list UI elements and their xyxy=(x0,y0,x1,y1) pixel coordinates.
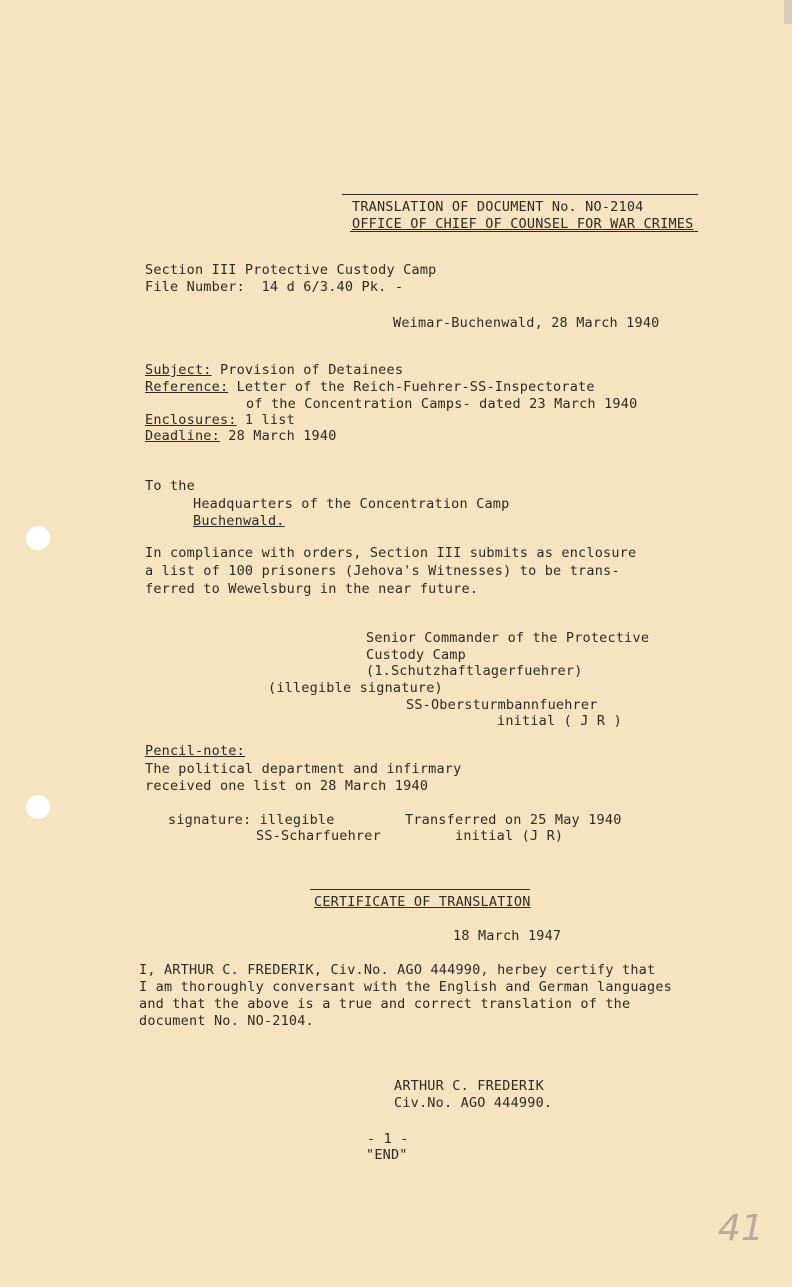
certificate-line-2: I am thoroughly conversant with the English and German languages xyxy=(139,979,672,995)
end-marker: "END" xyxy=(366,1147,408,1163)
translator-civ-number: Civ.No. AGO 444990. xyxy=(394,1095,553,1111)
signature-initial: initial ( J R ) xyxy=(497,713,622,729)
transfer-date: Transferred on 25 May 1940 xyxy=(405,812,622,828)
reference-label: Reference: xyxy=(145,379,229,395)
certificate-line-4: document No. NO-2104. xyxy=(139,1013,314,1029)
page-number: - 1 - xyxy=(367,1131,409,1147)
signature-title: Senior Commander of the Protective xyxy=(366,630,650,646)
pencil-note-line-1: The political department and infirmary xyxy=(145,761,462,777)
signature-rank: SS-Obersturmbannfuehrer xyxy=(406,697,598,713)
certificate-line-3: and that the above is a true and correct translation of the xyxy=(139,996,631,1012)
addressee-headquarters: Headquarters of the Concentration Camp xyxy=(193,496,510,512)
reference-continuation: of the Concentration Camps- dated 23 March 1940 xyxy=(246,396,638,412)
signature-illegible: (illegible signature) xyxy=(268,680,443,696)
certificate-top-rule xyxy=(310,889,530,890)
addressee-to: To the xyxy=(145,478,195,494)
signature-german-title: (1.Schutzhaftlagerfuehrer) xyxy=(366,663,583,679)
certificate-date: 18 March 1947 xyxy=(453,928,562,944)
body-line-3: ferred to Wewelsburg in the near future. xyxy=(145,581,479,597)
header-bottom-rule xyxy=(350,231,698,232)
certificate-title: CERTIFICATE OF TRANSLATION xyxy=(314,894,531,910)
enclosures-text: 1 list xyxy=(236,412,295,428)
body-line-1: In compliance with orders, Section III submits as enclosure xyxy=(145,545,637,561)
enclosures-label: Enclosures: xyxy=(145,412,237,428)
deadline-line xyxy=(145,428,337,444)
handwritten-page-number: 41 xyxy=(718,1208,764,1249)
transfer-signature: signature: illegible xyxy=(168,812,335,828)
reference-text: Letter of the Reich-Fuehrer-SS-Inspectorate xyxy=(228,379,595,395)
transfer-rank: SS-Scharfuehrer xyxy=(256,828,381,844)
certificate-line-1: I, ARTHUR C. FREDERIK, Civ.No. AGO 444990, herbey certify that xyxy=(139,962,656,978)
header-title: TRANSLATION OF DOCUMENT No. NO-2104 xyxy=(352,199,644,215)
subject-text: Provision of Detainees xyxy=(211,362,404,378)
subject-label: Subject: xyxy=(145,362,212,378)
body-line-2: a list of 100 prisoners (Jehova's Witnesses) to be trans- xyxy=(145,563,620,579)
signature-title-2: Custody Camp xyxy=(366,647,466,663)
header-top-rule xyxy=(342,194,698,195)
subject-line xyxy=(145,362,403,378)
addressee-buchenwald: Buchenwald. xyxy=(193,513,285,529)
deadline-text: 28 March 1940 xyxy=(219,428,337,444)
reference-line xyxy=(145,379,595,395)
punch-hole-upper xyxy=(26,526,50,550)
punch-hole-lower xyxy=(26,795,50,819)
sender-section: Section III Protective Custody Camp xyxy=(145,262,437,278)
translator-name: ARTHUR C. FREDERIK xyxy=(394,1078,544,1094)
pencil-note-label: Pencil-note: xyxy=(145,743,245,759)
header-office: OFFICE OF CHIEF OF COUNSEL FOR WAR CRIMES xyxy=(352,216,694,232)
enclosures-line xyxy=(145,412,295,428)
scan-corner xyxy=(784,0,792,24)
sender-file-number: File Number: 14 d 6/3.40 Pk. - xyxy=(145,279,404,295)
deadline-label: Deadline: xyxy=(145,428,220,444)
transfer-initial: initial (J R) xyxy=(455,828,564,844)
pencil-note-line-2: received one list on 28 March 1940 xyxy=(145,778,429,794)
place-date: Weimar-Buchenwald, 28 March 1940 xyxy=(393,315,660,331)
